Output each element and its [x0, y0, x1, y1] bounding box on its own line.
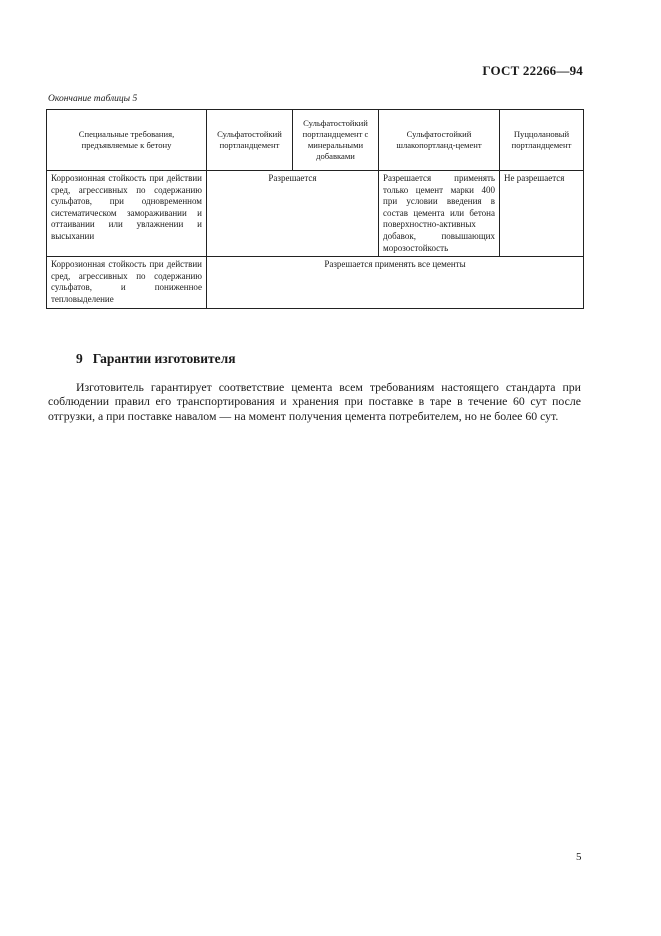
pozzolan-cement-cell: Не разрешается — [500, 171, 584, 257]
merged-value-cell: Разрешается — [207, 171, 379, 257]
table-row — [47, 257, 584, 308]
column-header: Пуццолановый портландцемент — [500, 110, 584, 171]
slag-cement-cell: Разрешается применять только цемент марки 400 при условии введения в состав цемента или бетона поверхностно-активных добавок, повышающих морозостойкость — [379, 171, 500, 257]
requirement-cell: Коррозионная стойкость при действии сред, агрессивных по содержанию сульфатов, и пониженное тепловыделение — [47, 257, 207, 308]
requirements-table — [46, 109, 584, 309]
requirement-cell: Коррозионная стойкость при действии сред, агрессивных по содержанию сульфатов, при одновременном систематическом замораживании и оттаивании или увлажнении и высыхании — [47, 171, 207, 257]
column-header: Сульфатостойкий шлакопортланд-цемент — [379, 110, 500, 171]
column-header: Сульфатостойкий портландцемент с минеральными добавками — [293, 110, 379, 171]
column-header: Сульфатостойкий портландцемент — [207, 110, 293, 171]
merged-value-cell: Разрешается применять все цементы — [207, 257, 584, 308]
section-number: 9 — [76, 351, 83, 366]
section-title: Гарантии изготовителя — [92, 351, 236, 366]
table-row — [47, 171, 584, 257]
section-paragraph: Изготовитель гарантирует соответствие цемента всем требованиям настоящего стандарта при соблюдении правил его транспортирования и хранения при поставке в таре в течение 60 сут после отгрузки, а при поставке навалом — на момент получения цемента потребителем, но не более 60 сут. — [48, 380, 581, 423]
table-caption: Окончание таблицы 5 — [48, 94, 138, 104]
document-header: ГОСТ 22266—94 — [482, 63, 583, 78]
column-header: Специальные требования, предъявляемые к бетону — [47, 110, 207, 171]
table-header-row — [47, 110, 584, 171]
page-number: 5 — [576, 851, 582, 863]
section-heading — [76, 351, 236, 367]
